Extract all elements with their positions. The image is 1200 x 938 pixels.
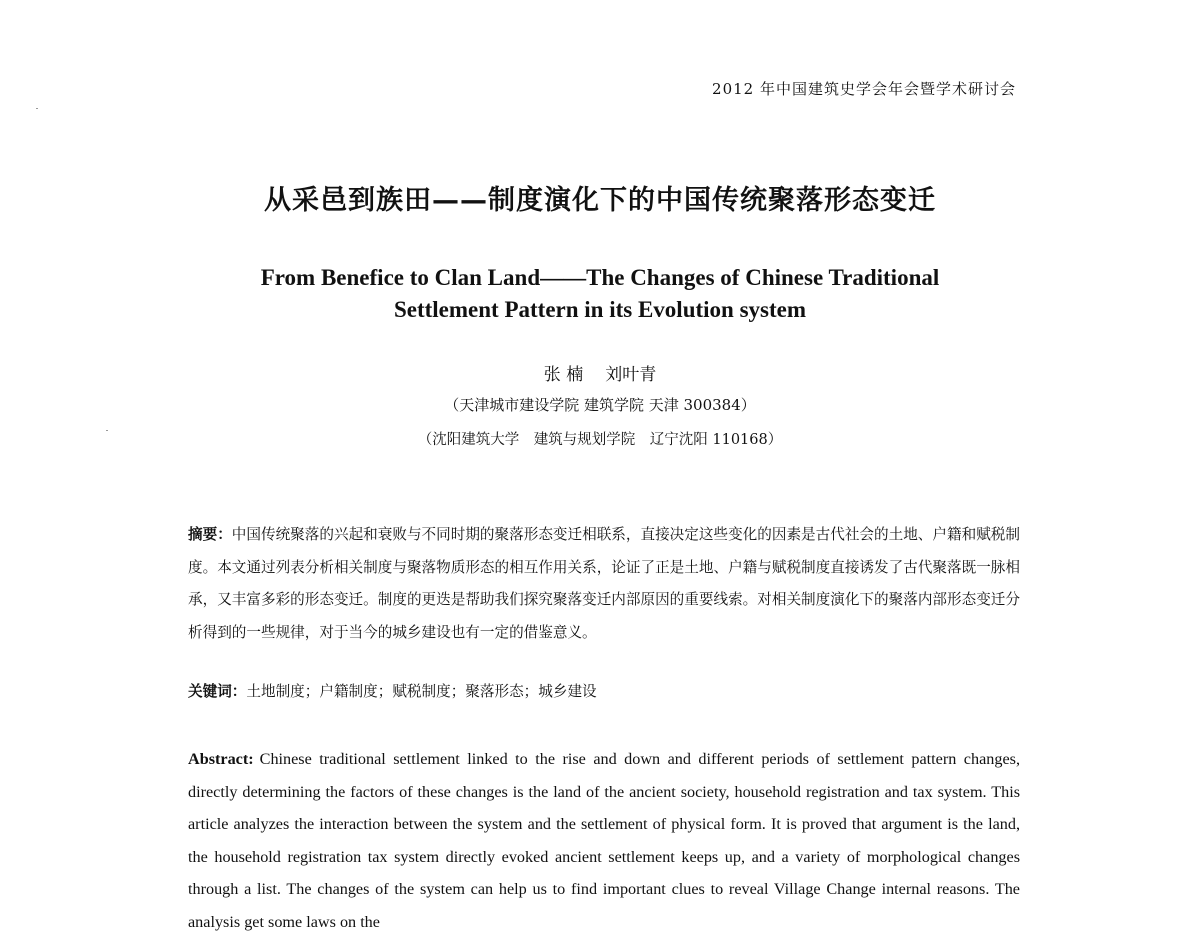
keywords-label-cn: 关键词： xyxy=(188,683,247,700)
author-name: 刘叶青 xyxy=(605,365,657,385)
english-title xyxy=(0,262,1200,326)
affiliation: （沈阳建筑大学 建筑与规划学院 辽宁沈阳 110168） xyxy=(417,432,783,448)
english-abstract xyxy=(188,743,1020,938)
abstract-text-cn: 中国传统聚落的兴起和衰败与不同时期的聚落形态变迁相联系，直接决定这些变化的因素是古代社会的土地、户籍和赋税制度。本文通过列表分析相关制度与聚落物质形态的相互作用关系，论证了正是土地、户籍与赋税制度直接诱发了古代聚落既一脉相承，又丰富多彩的形态变迁。制度的更迭是帮助我们探究聚落变迁内部原因的重要线索。对相关制度演化下的聚落内部形态变迁分析得到的一些规律，对于当今的城乡建设也有一定的借鉴意义。 xyxy=(188,526,1020,641)
scan-speck xyxy=(36,108,38,109)
english-title-line-2: Settlement Pattern in its Evolution system xyxy=(393,297,807,322)
abstract-text-en: Chinese traditional settlement linked to the rise and down and different periods of settlement pattern changes, directly determining the factors of these changes is the land of the ancient society, household registration and tax system. This article analyzes the interaction between the system and the settlement of physical form. It is proved that argument is the land, the household registration tax system directly evoked ancient settlement keeps up, and a variety of morphological changes through a list. The changes of the system can help us to find important clues to reveal Village Change internal reasons. The analysis get some laws on the xyxy=(188,750,1020,931)
english-title-line-1: From Benefice to Clan Land——The Changes of Chinese Traditional xyxy=(260,265,940,290)
abstract-label-en: Abstract: xyxy=(188,750,254,768)
chinese-abstract xyxy=(188,519,1020,649)
chinese-title: 从采邑到族田——制度演化下的中国传统聚落形态变迁 xyxy=(264,185,936,216)
chinese-keywords xyxy=(188,680,1020,701)
author-list xyxy=(0,360,1200,385)
keywords-text-cn: 土地制度；户籍制度；赋税制度；聚落形态；城乡建设 xyxy=(246,683,597,700)
author-name: 张 楠 xyxy=(543,365,584,385)
abstract-label-cn: 摘要： xyxy=(188,526,232,543)
conference-header: 2012 年中国建筑史学会年会暨学术研讨会 xyxy=(712,80,1016,98)
affiliation: （天津城市建设学院 建筑学院 天津 300384） xyxy=(444,396,756,414)
